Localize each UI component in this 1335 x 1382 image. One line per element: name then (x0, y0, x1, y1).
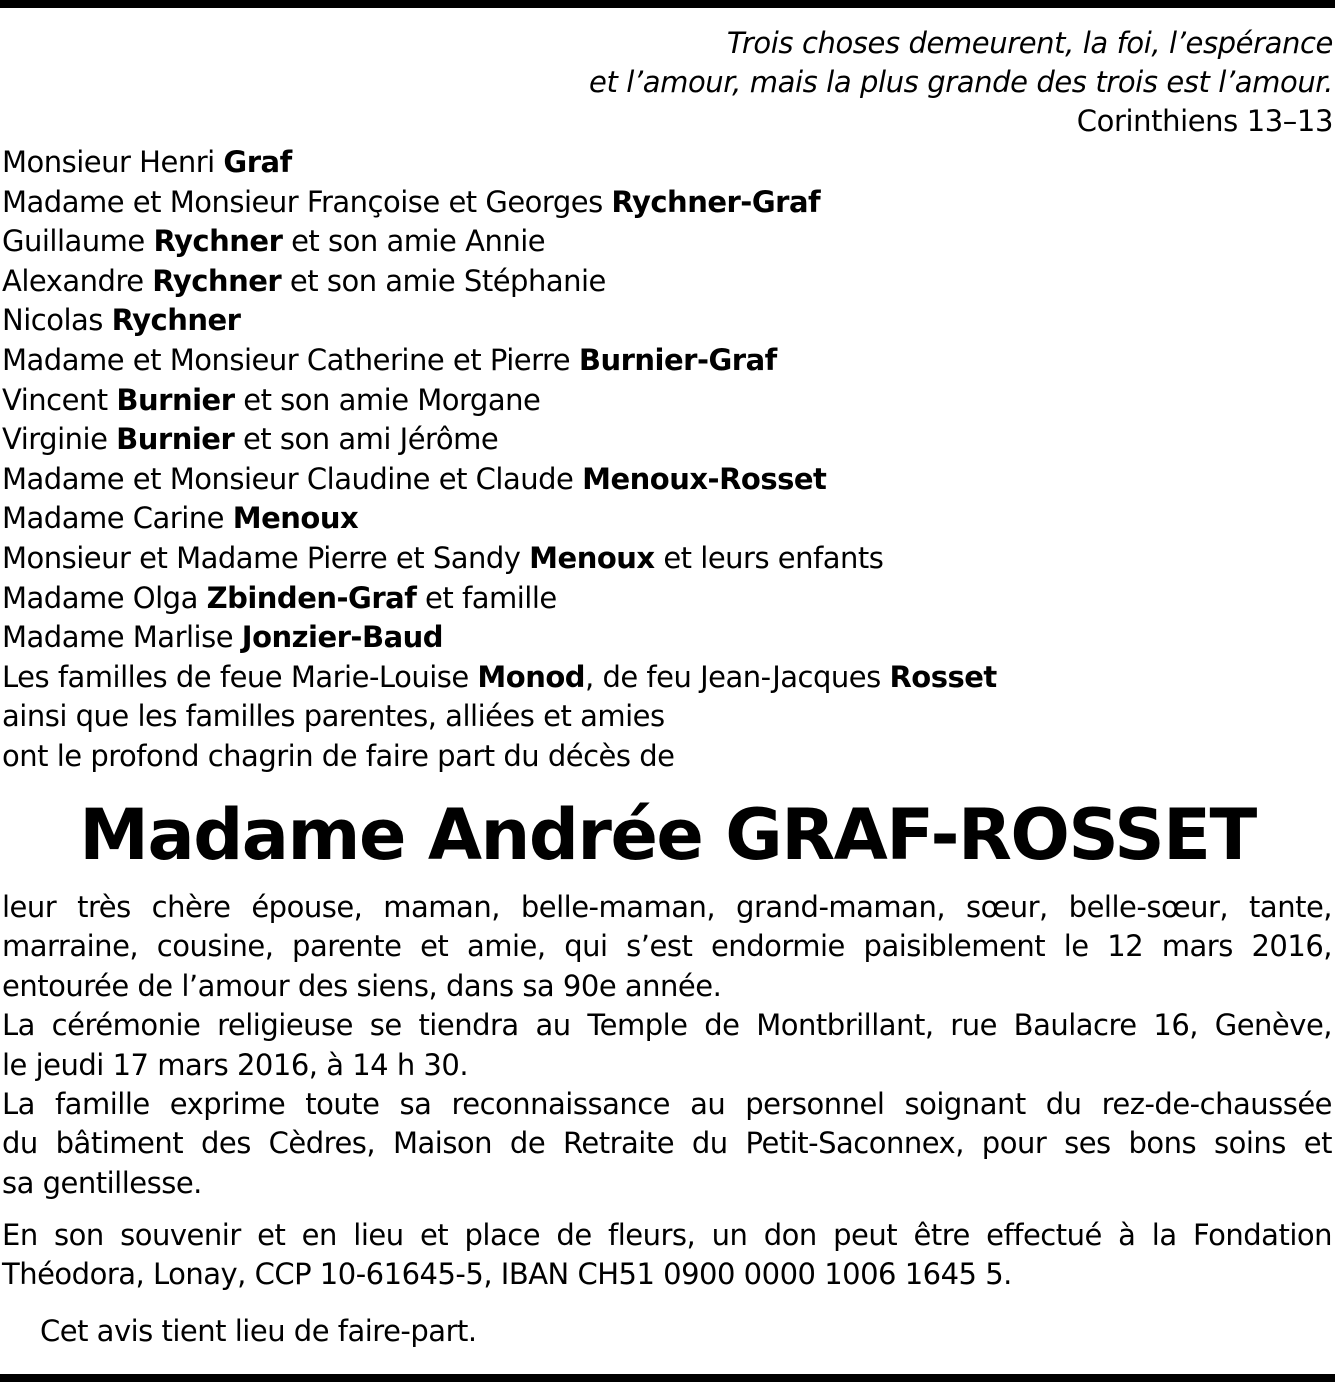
paragraph-line: entourée de l’amour des siens, dans sa 90e année. (2, 968, 722, 1003)
top-rule (0, 0, 1335, 8)
mourner-line: Alexandre Rychner et son amie Stéphanie (2, 263, 606, 298)
mourner-line: Madame et Monsieur Françoise et Georges Rychner-Graf (2, 184, 821, 219)
paragraph-line: sa gentillesse. (2, 1165, 202, 1200)
mourner-line: Madame et Monsieur Claudine et Claude Menoux-Rosset (2, 461, 827, 496)
mourners-list (2, 143, 1332, 777)
mourner-line: Virginie Burnier et son ami Jérôme (2, 422, 499, 457)
paragraph-line: le jeudi 17 mars 2016, à 14 h 30. (2, 1047, 469, 1082)
paragraph-line: marraine, cousine, parente et amie, qui s’est endormie paisiblement le 12 mars 2016, (2, 929, 1332, 964)
announcement-paragraph (2, 888, 1332, 1203)
closing-note: Cet avis tient lieu de faire-part. (40, 1314, 477, 1348)
mourner-line: ainsi que les familles parentes, alliées et amies (2, 699, 665, 734)
mourner-line: ont le profond chagrin de faire part du décès de (2, 738, 675, 773)
epigraph-line-2: et l’amour, mais la plus grande des trois est l’amour. (589, 65, 1333, 99)
mourner-line: Madame et Monsieur Catherine et Pierre Burnier-Graf (2, 342, 777, 377)
epigraph-line-1: Trois choses demeurent, la foi, l’espérance (726, 26, 1333, 60)
bottom-rule (0, 1374, 1335, 1382)
mourner-line: Madame Marlise Jonzier-Baud (2, 620, 444, 655)
paragraph-line: Théodora, Lonay, CCP 10-61645-5, IBAN CH51 0900 0000 1006 1645 5. (2, 1257, 1012, 1292)
mourner-line: Guillaume Rychner et son amie Annie (2, 224, 546, 259)
mourner-line: Nicolas Rychner (2, 303, 241, 338)
mourner-line: Les familles de feue Marie-Louise Monod, de feu Jean-Jacques Rosset (2, 659, 997, 694)
donation-paragraph (2, 1216, 1332, 1295)
mourner-line: Madame Carine Menoux (2, 501, 359, 536)
paragraph-line: du bâtiment des Cèdres, Maison de Retraite du Petit-Saconnex, pour ses bons soins et (2, 1126, 1332, 1161)
paragraph-line: En son souvenir et en lieu et place de fleurs, un don peut être effectué à la Fondation (2, 1218, 1332, 1252)
paragraph-line: La famille exprime toute sa reconnaissance au personnel soignant du rez-de-chaussée (2, 1087, 1332, 1122)
deceased-name: Madame Andrée GRAF-ROSSET (79, 794, 1256, 876)
mourner-line: Monsieur Henri Graf (2, 145, 292, 179)
mourner-line: Madame Olga Zbinden-Graf et famille (2, 580, 557, 615)
mourner-line: Vincent Burnier et son amie Morgane (2, 382, 541, 417)
paragraph-line: La cérémonie religieuse se tiendra au Temple de Montbrillant, rue Baulacre 16, Genève, (2, 1008, 1332, 1043)
epigraph (333, 24, 1333, 141)
paragraph-line: leur très chère épouse, maman, belle-maman, grand-maman, sœur, belle-sœur, tante, (2, 890, 1332, 924)
epigraph-reference: Corinthiens 13–13 (1076, 104, 1333, 138)
mourner-line: Monsieur et Madame Pierre et Sandy Menoux et leurs enfants (2, 540, 884, 575)
